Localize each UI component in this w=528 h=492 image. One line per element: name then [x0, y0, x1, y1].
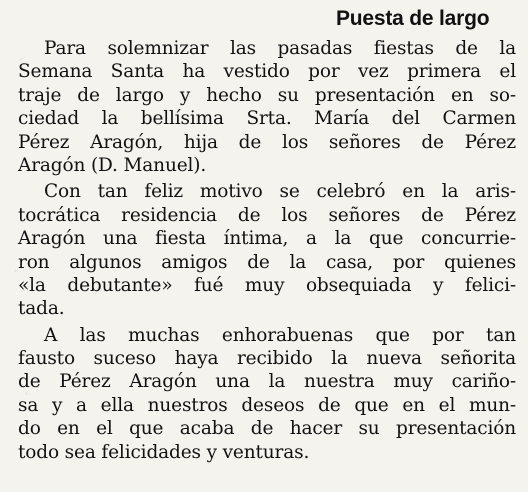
text-line: sa y a ella nuestros deseos de que en el mun- [18, 394, 516, 416]
text-line: Para solemnizar las pasadas fiestas de la [44, 38, 516, 59]
text-line: Semana Santa ha vestido por vez primera el [18, 61, 516, 83]
paragraph-2 [18, 180, 516, 320]
text-line: do en el que acaba de hacer su presentación [18, 418, 516, 440]
text-line: «la debutante» fué muy obsequiada y felici- [18, 274, 516, 296]
text-line: de Pérez Aragón una la nuestra muy cariño- [18, 371, 516, 393]
text-line: ron algunos amigos de la casa, por quienes [18, 251, 516, 273]
text-line: Con tan feliz motivo se celebró en la aris- [44, 181, 516, 203]
text-line: Aragón (D. Manuel). [18, 154, 207, 176]
paragraph-1 [18, 37, 516, 177]
text-line: traje de largo y hecho su presentación en so- [18, 84, 516, 106]
text-line: A las muchas enhorabuenas que por tan [44, 324, 516, 346]
text-line: tocrática residencia de los señores de Pérez [18, 204, 516, 226]
paragraph-3 [18, 324, 516, 464]
text-line: tada. [18, 298, 65, 320]
article-title: Puesta de largo [336, 7, 490, 30]
text-line: ciedad la bellísima Srta. María del Carmen [18, 108, 516, 130]
text-line: todo sea felicidades y venturas. [18, 441, 310, 463]
text-line: fausto suceso haya recibido la nueva señorita [18, 348, 516, 370]
text-line: Aragón una fiesta íntima, a la que concurrie- [18, 228, 516, 250]
text-line: Pérez Aragón, hija de los señores de Pérez [18, 131, 516, 153]
